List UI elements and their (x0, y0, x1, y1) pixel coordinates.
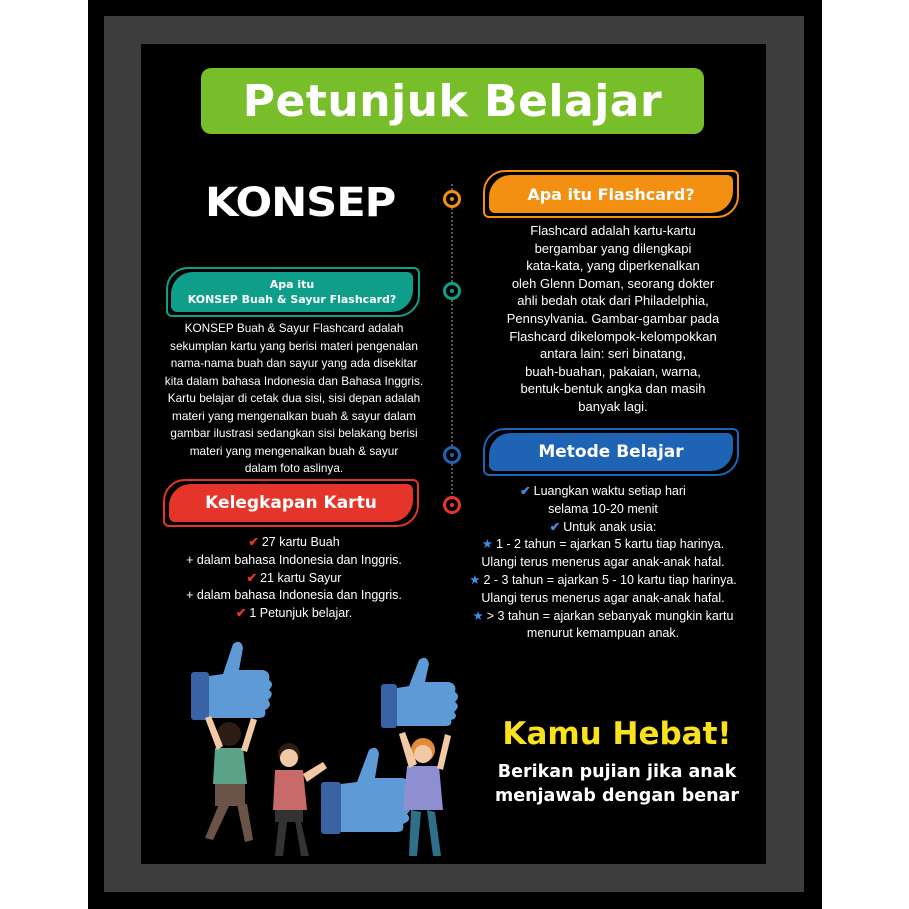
person-figure (273, 743, 327, 856)
thumbs-up-icon (381, 658, 458, 728)
konsep-line: Kartu belajar di cetak dua sisi, sisi depan adalah (167, 391, 421, 405)
closing-message (467, 760, 767, 808)
thumbs-up-people-illustration (171, 634, 461, 864)
metode-line: selama 10-20 menit (548, 501, 658, 516)
flashcard-line: Pennsylvania. Gambar-gambar pada (506, 310, 720, 326)
metode-description (441, 483, 765, 643)
thumbs-up-icon (191, 642, 272, 720)
metode-line: Ulangi terus menerus agar anak-anak hafal. (481, 590, 725, 605)
konsep-description (161, 320, 427, 478)
flashcard-line: buah-buahan, pakaian, warna, (525, 363, 701, 379)
metode-line: ★ 1 - 2 tahun = ajarkan 5 kartu tiap harinya. (481, 537, 725, 552)
kelengkapan-item: + dalam bahasa Indonesia dan Inggris. (186, 552, 402, 567)
closing-line: menjawab dengan benar (494, 786, 739, 806)
konsep-line: kita dalam bahasa Indonesia dan Bahasa Inggris. (164, 373, 424, 388)
poster (141, 44, 766, 864)
metode-line: menurut kemampuan anak. (526, 626, 680, 641)
konsep-heading-line1: Apa itu (269, 278, 315, 291)
timeline-dot-blue (443, 446, 461, 464)
kelengkapan-list (163, 534, 425, 623)
flashcard-heading: Apa itu Flashcard? (489, 175, 733, 213)
konsep-line: dalam foto aslinya. (244, 461, 344, 475)
metode-line: Ulangi terus menerus agar anak-anak hafal. (481, 555, 725, 570)
closing-line: Berikan pujian jika anak (497, 762, 737, 782)
flashcard-line: banyak lagi. (578, 398, 648, 414)
closing-headline: Kamu Hebat! (502, 716, 732, 752)
kelengkapan-item: + dalam bahasa Indonesia dan Inggris. (186, 588, 402, 603)
metode-heading: Metode Belajar (489, 433, 733, 471)
person-figure (205, 716, 257, 842)
star-icon: ★ (481, 537, 493, 552)
kelengkapan-item: ✔ 21 kartu Sayur (246, 570, 342, 585)
konsep-line: nama-nama buah dan sayur yang ada disekitar (170, 356, 418, 370)
title-banner (201, 68, 704, 134)
konsep-line: sekumplan kartu yang berisi materi pengenalan (170, 338, 418, 353)
flashcard-line: kata-kata, yang diperkenalkan (526, 258, 700, 274)
thumbs-up-icon (321, 748, 412, 834)
kelengkapan-item: ✔ 1 Petunjuk belajar. (235, 606, 353, 621)
metode-line: ✔ Luangkan waktu setiap hari (520, 484, 686, 498)
timeline-dot-orange (443, 190, 461, 208)
flashcard-line: bentuk-bentuk angka dan masih (520, 381, 706, 397)
page-title: Petunjuk Belajar (242, 75, 663, 127)
konsep-line: KONSEP Buah & Sayur Flashcard adalah (184, 321, 404, 335)
metode-line: ★ > 3 tahun = ajarkan sebanyak mungkin kartu (472, 608, 734, 623)
konsep-logo: KONSEP (205, 180, 396, 226)
flashcard-line: bergambar yang dilengkapi (534, 240, 692, 256)
star-icon: ★ (469, 572, 481, 587)
metode-line: ✔ Untuk anak usia: (549, 519, 657, 534)
check-icon: ✔ (246, 570, 258, 585)
flashcard-line: antara lain: seri binatang, (540, 346, 686, 362)
flashcard-line: Flashcard dikelompok-kelompokkan (509, 328, 717, 344)
check-icon: ✔ (549, 519, 561, 534)
metode-line: ★ 2 - 3 tahun = ajarkan 5 - 10 kartu tiap harinya. (469, 572, 737, 587)
check-icon: ✔ (235, 606, 247, 621)
flashcard-line: Flashcard adalah kartu-kartu (530, 223, 696, 238)
kelengkapan-heading: Kelegkapan Kartu (169, 484, 413, 522)
person-figure (399, 732, 451, 856)
konsep-heading (171, 272, 413, 312)
check-icon: ✔ (248, 535, 259, 549)
flashcard-description (471, 222, 755, 416)
star-icon: ★ (472, 608, 484, 623)
konsep-line: materi yang mengenalkan buah & sayur dalam (172, 408, 416, 423)
konsep-line: gambar ilustrasi sedangkan sisi belakang berisi (170, 426, 418, 440)
timeline-line (451, 184, 455, 514)
konsep-line: materi yang mengenalkan buah & sayur (189, 443, 399, 458)
timeline-dot-teal (443, 282, 461, 300)
konsep-heading-line2: KONSEP Buah & Sayur Flashcard? (187, 293, 397, 306)
check-icon: ✔ (520, 484, 531, 498)
flashcard-line: ahli bedah otak dari Philadelphia, (517, 293, 709, 309)
kelengkapan-item: ✔ 27 kartu Buah (248, 535, 340, 549)
flashcard-line: oleh Glenn Doman, seorang dokter (511, 275, 715, 291)
